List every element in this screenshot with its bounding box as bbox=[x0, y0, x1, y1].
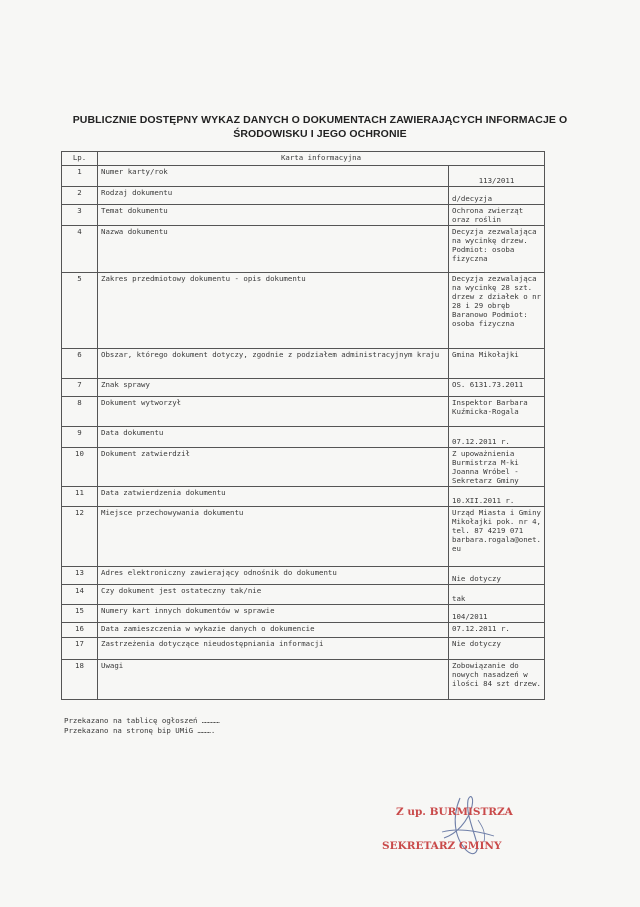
stamp-line-2: SEKRETARZ GMINY bbox=[382, 840, 502, 852]
row-lp: 18 bbox=[62, 660, 98, 700]
note-bip-page: Przekazano na stronę bip UMiG ………. bbox=[64, 726, 216, 735]
table-row bbox=[62, 187, 545, 205]
official-stamp bbox=[382, 792, 522, 862]
table-row bbox=[62, 487, 545, 507]
row-value: Urząd Miasta i Gminy Mikołajki pok. nr 4, tel. 87 4219 071 barbara.rogala@onet.eu bbox=[449, 507, 545, 567]
note-notice-board: Przekazano na tablicę ogłoszeń ………… bbox=[64, 716, 220, 725]
row-lp: 11 bbox=[62, 487, 98, 507]
table-row bbox=[62, 166, 545, 187]
row-label: Data zamieszczenia w wykazie danych o dokumencie bbox=[98, 623, 449, 638]
row-label: Data zatwierdzenia dokumentu bbox=[98, 487, 449, 507]
row-lp: 15 bbox=[62, 605, 98, 623]
row-label: Zastrzeżenia dotyczące nieudostępniania informacji bbox=[98, 638, 449, 660]
row-label: Numer karty/rok bbox=[98, 166, 449, 187]
row-value: d/decyzja bbox=[449, 187, 545, 205]
row-label: Data dokumentu bbox=[98, 427, 449, 448]
table-row bbox=[62, 605, 545, 623]
row-lp: 3 bbox=[62, 205, 98, 226]
row-value: Decyzja zezwalająca na wycinkę 28 szt. drzew z działek o nr 28 i 29 obręb Baranowo Podmiot: osoba fizyczna bbox=[449, 273, 545, 349]
table-row bbox=[62, 585, 545, 605]
table-row bbox=[62, 507, 545, 567]
row-lp: 8 bbox=[62, 397, 98, 427]
row-value: Zobowiązanie do nowych nasadzeń w ilości 84 szt drzew. bbox=[449, 660, 545, 700]
row-label: Miejsce przechowywania dokumentu bbox=[98, 507, 449, 567]
table-row bbox=[62, 567, 545, 585]
table-row bbox=[62, 448, 545, 487]
table-row bbox=[62, 273, 545, 349]
row-value: Inspektor Barbara Kuźmicka-Rogala bbox=[449, 397, 545, 427]
row-value: 07.12.2011 r. bbox=[449, 427, 545, 448]
row-lp: 12 bbox=[62, 507, 98, 567]
row-label: Zakres przedmiotowy dokumentu - opis dokumentu bbox=[98, 273, 449, 349]
row-lp: 7 bbox=[62, 379, 98, 397]
row-label: Znak sprawy bbox=[98, 379, 449, 397]
row-lp: 17 bbox=[62, 638, 98, 660]
row-lp: 10 bbox=[62, 448, 98, 487]
row-lp: 13 bbox=[62, 567, 98, 585]
table-row bbox=[62, 379, 545, 397]
row-value: tak bbox=[449, 585, 545, 605]
header-lp: Lp. bbox=[62, 152, 98, 166]
header-title: Karta informacyjna bbox=[98, 152, 545, 166]
row-label: Obszar, którego dokument dotyczy, zgodnie z podziałem administracyjnym kraju bbox=[98, 349, 449, 379]
row-lp: 9 bbox=[62, 427, 98, 448]
stamp-line-1: Z up. BURMISTRZA bbox=[396, 806, 513, 818]
row-lp: 4 bbox=[62, 226, 98, 273]
row-label: Temat dokumentu bbox=[98, 205, 449, 226]
row-value: Decyzja zezwalająca na wycinkę drzew. Podmiot: osoba fizyczna bbox=[449, 226, 545, 273]
row-label: Dokument zatwierdził bbox=[98, 448, 449, 487]
row-label: Adres elektroniczny zawierający odnośnik do dokumentu bbox=[98, 567, 449, 585]
table-row bbox=[62, 205, 545, 226]
table-row bbox=[62, 623, 545, 638]
row-lp: 16 bbox=[62, 623, 98, 638]
row-label: Dokument wytworzył bbox=[98, 397, 449, 427]
row-lp: 2 bbox=[62, 187, 98, 205]
table-row bbox=[62, 638, 545, 660]
information-card-table bbox=[61, 151, 545, 700]
row-label: Nazwa dokumentu bbox=[98, 226, 449, 273]
row-value: Ochrona zwierząt oraz roślin bbox=[449, 205, 545, 226]
row-value: Gmina Mikołajki bbox=[449, 349, 545, 379]
table-row bbox=[62, 427, 545, 448]
row-value: Nie dotyczy bbox=[449, 638, 545, 660]
row-label: Rodzaj dokumentu bbox=[98, 187, 449, 205]
table-row bbox=[62, 397, 545, 427]
row-value: Z upoważnienia Burmistrza M-ki Joanna Wróbel - Sekretarz Gminy bbox=[449, 448, 545, 487]
table-header-row bbox=[62, 152, 545, 166]
table-row bbox=[62, 349, 545, 379]
table-row bbox=[62, 226, 545, 273]
title-line-2: ŚRODOWISKU I JEGO OCHRONIE bbox=[233, 128, 407, 140]
row-value: Nie dotyczy bbox=[449, 567, 545, 585]
row-label: Czy dokument jest ostateczny tak/nie bbox=[98, 585, 449, 605]
row-label: Numery kart innych dokumentów w sprawie bbox=[98, 605, 449, 623]
row-value: 113/2011 bbox=[449, 166, 545, 187]
title-line-1: PUBLICZNIE DOSTĘPNY WYKAZ DANYCH O DOKUMENTACH ZAWIERAJĄCYCH INFORMACJE O bbox=[72, 114, 568, 126]
row-lp: 14 bbox=[62, 585, 98, 605]
distribution-notes bbox=[64, 716, 220, 736]
row-value: OS. 6131.73.2011 bbox=[449, 379, 545, 397]
row-value: 10.XII.2011 r. bbox=[449, 487, 545, 507]
row-lp: 5 bbox=[62, 273, 98, 349]
table-row bbox=[62, 660, 545, 700]
row-lp: 6 bbox=[62, 349, 98, 379]
row-value: 104/2011 bbox=[449, 605, 545, 623]
document-title bbox=[40, 113, 600, 141]
row-lp: 1 bbox=[62, 166, 98, 187]
row-label: Uwagi bbox=[98, 660, 449, 700]
row-value: 07.12.2011 r. bbox=[449, 623, 545, 638]
